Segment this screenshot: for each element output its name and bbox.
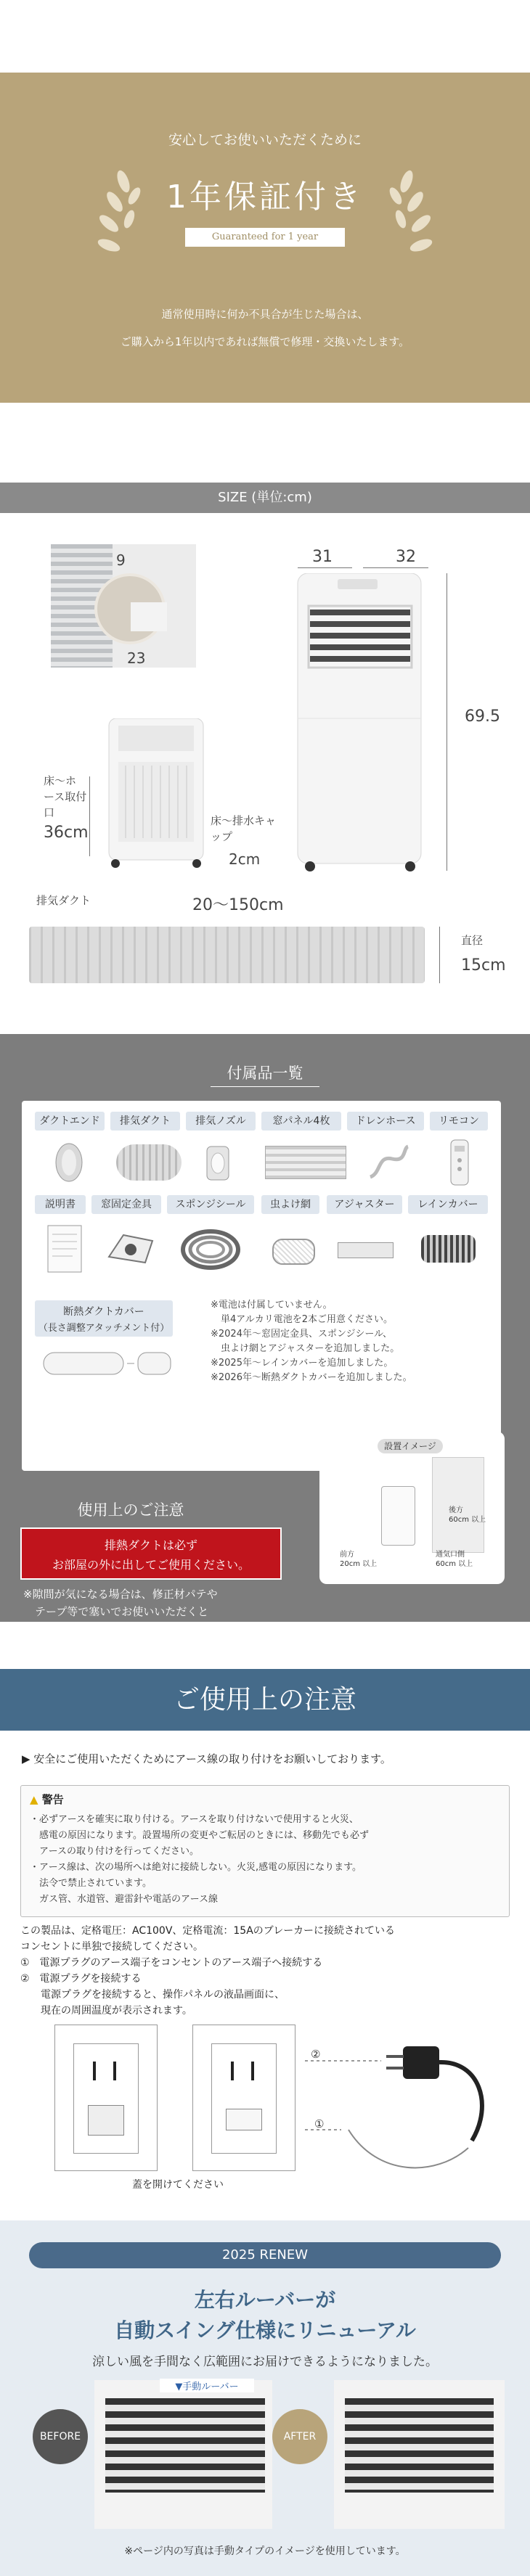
warranty-intro: 安心してお使いいただくために [168,132,362,148]
acc-tag-remote: リモコン [430,1112,488,1131]
acc-tag-sponge-seal: スポンジシール [167,1195,254,1214]
renew-sub: 涼しい風を手間なく広範囲にお届けできるようになりました。 [92,2355,438,2369]
outlet-with-lid [54,2025,158,2171]
ground-terminal [226,2109,262,2130]
spec-line: コンセントに単独で接続してください。 [20,1941,203,1953]
warning-title-row [30,1792,64,1807]
duct-end-icon [51,1141,87,1184]
outlet-slot-right [113,2062,116,2080]
accessories-notes [211,1298,412,1385]
usage-warning-line2: お部屋の外に出してご使用ください。 [52,1558,250,1572]
remote-control-icon [447,1139,473,1188]
warranty-subtitle-band [185,228,345,247]
width-dimension-line [363,567,428,568]
warning-line: 感電の原因になります。設置場所の変更やご転居のときには、移動先でも必ず [30,1830,369,1841]
outlet-slot-right [251,2062,254,2080]
duct-label: 排気ダクト [36,894,91,907]
exhaust-duct-icon [116,1144,182,1181]
renew-headline1: 左右ルーバーが [194,2288,336,2312]
floor-hose-value: 36cm [44,824,89,842]
before-louver [105,2398,265,2493]
usage-note [23,1586,218,1638]
accessories-note: ※2025年～レインカバーを追加しました。 [211,1358,394,1369]
after-badge: AFTER [272,2409,327,2464]
step2-marker: ② [311,2048,321,2061]
spec-lines [20,1923,395,2019]
usage-note-line2: テープ等で塞いでお使いいただくと [35,1605,209,1618]
renew-footnote: ※ページ内の写真は手動タイプのイメージを使用しています。 [124,2546,406,2557]
duct-cover-label-line2: （長さ調整アタッチメント付） [38,1323,170,1334]
caution-header: ご使用上の注意 [0,1669,530,1731]
acc-tag-duct-end: ダクトエンド [35,1112,105,1131]
acc-tag-drain-hose: ドレンホース [347,1112,424,1131]
body-depth-label: 31 [312,548,333,566]
warranty-desc-line1: 通常使用時に何か不具合が生じた場合は、 [161,308,369,321]
open-lid-label: 蓋を開けてください [132,2179,224,2191]
accessories-note: 単4アルカリ電池を2本ご用意ください。 [221,1314,394,1325]
warranty-desc-line2: ご購入から1年以内であれば無償で修理・交換いたします。 [120,335,410,348]
accessories-note: ※電池は付属していません。 [211,1300,333,1310]
accessories-panel [22,1101,501,1471]
warranty-title: 1年保証付き [166,179,364,216]
setup-wall-icon [432,1457,484,1553]
body-height-label: 69.5 [465,707,500,726]
renew-badge: 2025 RENEW [29,2242,501,2268]
vent-width-label: 9 [116,551,126,569]
spec-line: 電源プラグを接続すると、操作パネルの液晶画面に、 [20,1989,285,2001]
setup-image-label: 設置イメージ [378,1439,443,1453]
setup-rear-value: 60cm 以上 [449,1516,486,1524]
usage-warning-box [20,1527,282,1580]
exhaust-duct-image [29,927,425,983]
before-image [94,2380,272,2529]
spec-line: この製品は、定格電圧：AC100V、定格電流：15Aのブレーカーに接続されている [20,1925,395,1937]
plug-wire-illustration [290,2032,501,2199]
floor-cap-label: 床～排水キャップ [211,814,277,843]
setup-side-label: 通気口側 [436,1551,465,1559]
acc-tag-manual: 説明書 [35,1195,86,1214]
accessories-header: 付属品一覧 [227,1065,303,1082]
renew-headline2: 自動スイング仕様にリニューアル [114,2318,416,2342]
ground-terminal-lid [88,2105,124,2136]
accessories-note: ※2026年～断熱ダクトカバーを追加しました。 [211,1372,412,1383]
before-badge: BEFORE [33,2409,88,2464]
air-conditioner-rear [105,718,207,871]
window-panel-icon [265,1146,346,1179]
depth-dimension-line [298,567,352,568]
exhaust-nozzle-icon [196,1141,240,1184]
setup-front-label: 前方 [340,1551,354,1559]
outlet-plate [73,2043,139,2154]
outlet-open [192,2025,295,2171]
duct-diameter-label: 直径 [461,934,484,947]
warning-box [20,1785,510,1917]
floor-hose-dimension-line [89,776,90,856]
setup-front [340,1550,377,1569]
accessories-note: 虫よけ網とアジャスターを追加しました。 [221,1343,400,1354]
sponge-seal-icon [178,1224,243,1275]
acc-tag-rain-cover: レインカバー [408,1195,488,1214]
acc-tag-exhaust-duct: 排気ダクト [110,1112,180,1131]
warning-line: アースの取り付けを行ってください。 [30,1846,199,1857]
usage-note-line3: 幸いです。 [35,1623,89,1636]
outlet-slot-left [231,2062,234,2080]
setup-image-card [319,1432,505,1584]
usage-note-line1: ※隙間が気になる場合は、修正材パテや [23,1588,218,1601]
duct-diameter-value: 15cm [461,956,506,975]
body-width-label: 32 [396,548,416,566]
acc-tag-window-bracket: 窓固定金具 [91,1195,161,1214]
after-louver [345,2398,494,2493]
spec-line: 現在の周囲温度が表示されます。 [20,2005,192,2017]
rain-cover-icon [421,1235,476,1263]
duct-length-label: 20～150cm [192,896,284,914]
adjuster-icon [338,1242,394,1258]
manual-icon [44,1223,87,1277]
setup-unit-icon [381,1486,415,1546]
after-image [334,2380,505,2529]
usage-caution-title: 使用上のご注意 [77,1501,184,1519]
acc-tag-adjuster: アジャスター [327,1195,402,1214]
acc-tag-duct-cover [35,1300,173,1337]
warning-line: ・必ずアースを確実に取り付ける。アースを取り付けないで使用すると火災、 [30,1814,359,1825]
warning-title: 警告 [41,1793,64,1806]
spec-line: ② 電源プラグを接続する [20,1973,142,1985]
acc-tag-window-panel: 窓パネル4枚 [261,1112,341,1131]
step1-marker: ① [314,2117,325,2130]
vent-height-label: 23 [127,649,146,667]
duct-cover-label-line1: 断熱ダクトカバー [63,1306,144,1318]
warning-triangle-icon: ▲ [30,1793,38,1806]
setup-front-value: 20cm 以上 [340,1560,378,1568]
warning-line: 法令で禁止されています。 [30,1878,152,1889]
outlet-plate [211,2043,277,2154]
duct-cover-icon [36,1344,182,1384]
accessories-section [0,1034,530,1636]
size-header: SIZE (単位:cm) [0,483,530,513]
acc-tag-insect-net: 虫よけ網 [261,1195,319,1214]
spec-line: ① 電源プラグのアース端子をコンセントのアース端子へ接続する [20,1957,323,1969]
accessories-note: ※2024年～窓固定金具、スポンジシール、 [211,1329,393,1340]
window-bracket-icon [102,1228,160,1271]
setup-side-value: 60cm 以上 [436,1560,473,1568]
warning-line: ・アース線は、次の場所へは絶対に接続しない。火災,感電の原因になります。 [30,1862,362,1873]
warranty-subtitle: Guaranteed for 1 year [211,231,319,242]
floor-hose-label: 床～ホース取付口 [44,774,87,819]
duct-diameter-line [439,927,440,983]
setup-side [436,1550,473,1569]
drain-hose-icon [363,1141,414,1184]
acc-tag-exhaust-nozzle: 排気ノズル [186,1112,256,1131]
setup-rear-label: 後方 [449,1506,463,1514]
warning-line: ガス管、水道管、避雷針や電話のアース線 [30,1894,218,1905]
air-conditioner-front [294,573,425,878]
warning-lines [30,1812,369,1908]
floor-cap-value: 2cm [229,850,261,868]
caution-lead: ▶ 安全にご使用いただくためにアース線の取り付けをお願いしております。 [22,1752,391,1765]
accessories-header-underline [211,1086,319,1087]
manual-louver-label: ▼手動ルーバー [160,2379,254,2392]
outlet-slot-left [93,2062,96,2080]
warranty-section [0,73,530,403]
setup-rear [449,1506,486,1525]
insect-net-icon [272,1239,315,1265]
renew-section [0,2220,530,2576]
usage-warning-line1: 排熱ダクトは必ず [104,1538,197,1552]
